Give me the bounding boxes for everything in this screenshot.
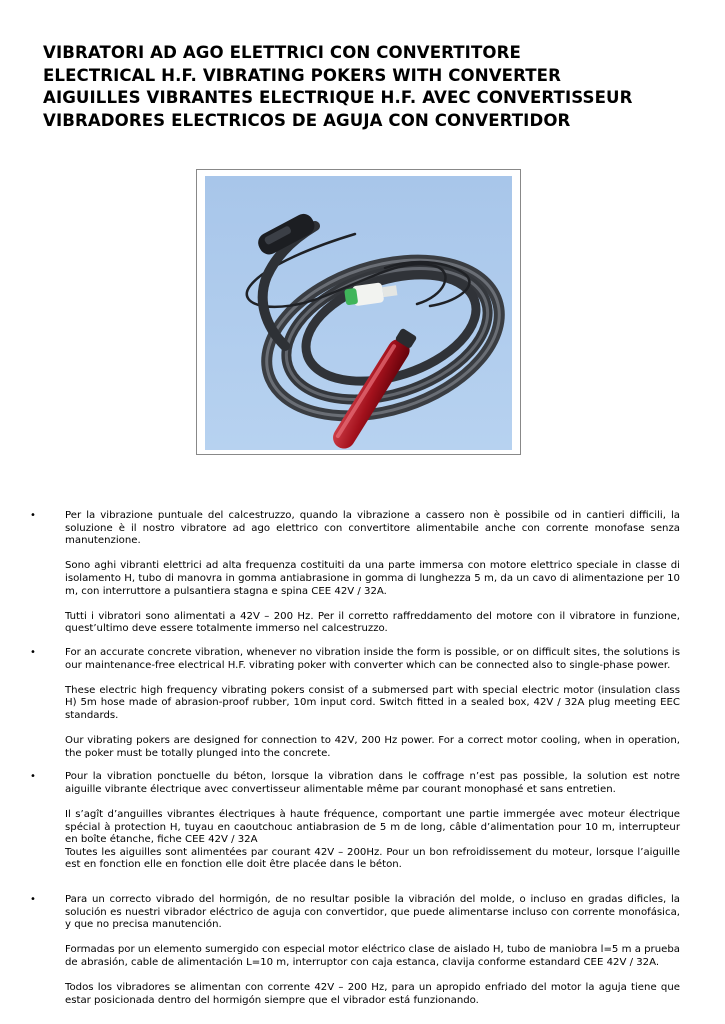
section-spanish	[30, 894, 680, 1007]
bullet: •	[30, 646, 36, 658]
section-french	[30, 771, 680, 872]
paragraph: Sono aghi vibranti elettrici ad alta frequenza costituiti da una parte immersa con motore elettrico speciale in classe di isolamento H, tubo di manovra in gomma antiabrasione in gomma di lunghezza 5 m, da un cavo di alimentazione per 10 m, con interruttore a pulsantiera stagna e spina CEE 42V / 32A.	[65, 560, 680, 597]
bullet: •	[30, 894, 36, 906]
section-italian	[30, 510, 680, 636]
document-body	[30, 510, 680, 1007]
paragraph: Todos los vibradores se alimentan con corrente 42V – 200 Hz, para un apropido enfriado del motor la aguja tiene que estar posicionada dentro del hormigón siempre que el vibrador está funzionando.	[65, 982, 680, 1006]
paragraph: Toutes les aiguilles sont alimentées par courant 42V – 200Hz. Pour un bon refroidissement du moteur, lorsque l’aiguille est en fonction elle en fonction elle doit être placée dans le béton.	[65, 846, 680, 871]
bullet: •	[30, 771, 36, 783]
title-english: ELECTRICAL H.F. VIBRATING POKERS WITH CONVERTER	[43, 65, 561, 85]
paragraph: Para un correcto vibrado del hormigón, de no resultar posible la vibración del molde, o incluso en gradas dificles, la solución es nuestri vibrador eléctrico de aguja con convertidor, que puede alimentarse incluso con corrente monofásica, y que no precisa manutención.	[65, 894, 680, 931]
paragraph: For an accurate concrete vibration, whenever no vibration inside the form is possible, or on difficult sites, the solutions is our maintenance-free electrical H.F. vibrating poker with converter which can be connected also to single-phase power.	[65, 646, 680, 671]
title-italian: VIBRATORI AD AGO ELETTRICI CON CONVERTITORE	[43, 43, 521, 62]
paragraph: Our vibrating pokers are designed for connection to 42V, 200 Hz power. For a correct motor cooling, when in operation, the poker must be totally plunged into the concrete.	[65, 735, 680, 759]
paragraph: Per la vibrazione puntuale del calcestruzzo, quando la vibrazione a cassero non è possibile od in cantieri difficili, la soluzione è il nostro vibratore ad ago elettrico con convertitore alimentabile anche con corrente monofase senza manutenzione.	[65, 510, 680, 547]
paragraph: Formadas por un elemento sumergido con especial motor eléctrico clase de aislado H, tubo de maniobra l=5 m a prueba de abrasión, cable de alimentación L=10 m, interruptor con caja estanca, clavija conforme estandard CEE 42V / 32A.	[65, 944, 680, 968]
product-photo	[196, 169, 521, 455]
paragraph: These electric high frequency vibrating pokers consist of a submersed part with special electric motor (insulation class H) 5m hose made of abrasion-proof rubber, 10m input cord. Switch fitted in a sealed box, 42V / 32A plug meeting EEC standards.	[65, 684, 680, 721]
paragraph: Tutti i vibratori sono alimentati a 42V – 200 Hz. Per il corretto raffreddamento del motore con il vibratore in funzione, quest’ultimo deve essere totalmente immerso nel calcestruzzo.	[65, 610, 680, 635]
document-title	[43, 42, 693, 132]
title-spanish: VIBRADORES ELECTRICOS DE AGUJA CON CONVERTIDOR	[43, 110, 571, 130]
title-french: AIGUILLES VIBRANTES ELECTRIQUE H.F. AVEC CONVERTISSEUR	[43, 88, 633, 107]
section-english	[30, 647, 680, 760]
paragraph: Pour la vibration ponctuelle du béton, lorsque la vibration dans le coffrage n’est pas possible, la solution est notre aiguille vibrante électrique avec convertisseur alimentable même par courant monophasé et sans entretien.	[65, 771, 680, 795]
bullet: •	[30, 510, 36, 521]
vibrating-poker-image	[205, 176, 512, 450]
paragraph: Il s’agît d’anguilles vibrantes électriques à haute fréquence, comportant une partie immergée avec moteur électrique spécial à protection H, tuyau en caoutchouc antiabrasion de 5 m de long, câble d’alimentation pour 10 m, interrupteur en boîte étanche, fiche CEE 42V / 32A	[65, 809, 680, 846]
